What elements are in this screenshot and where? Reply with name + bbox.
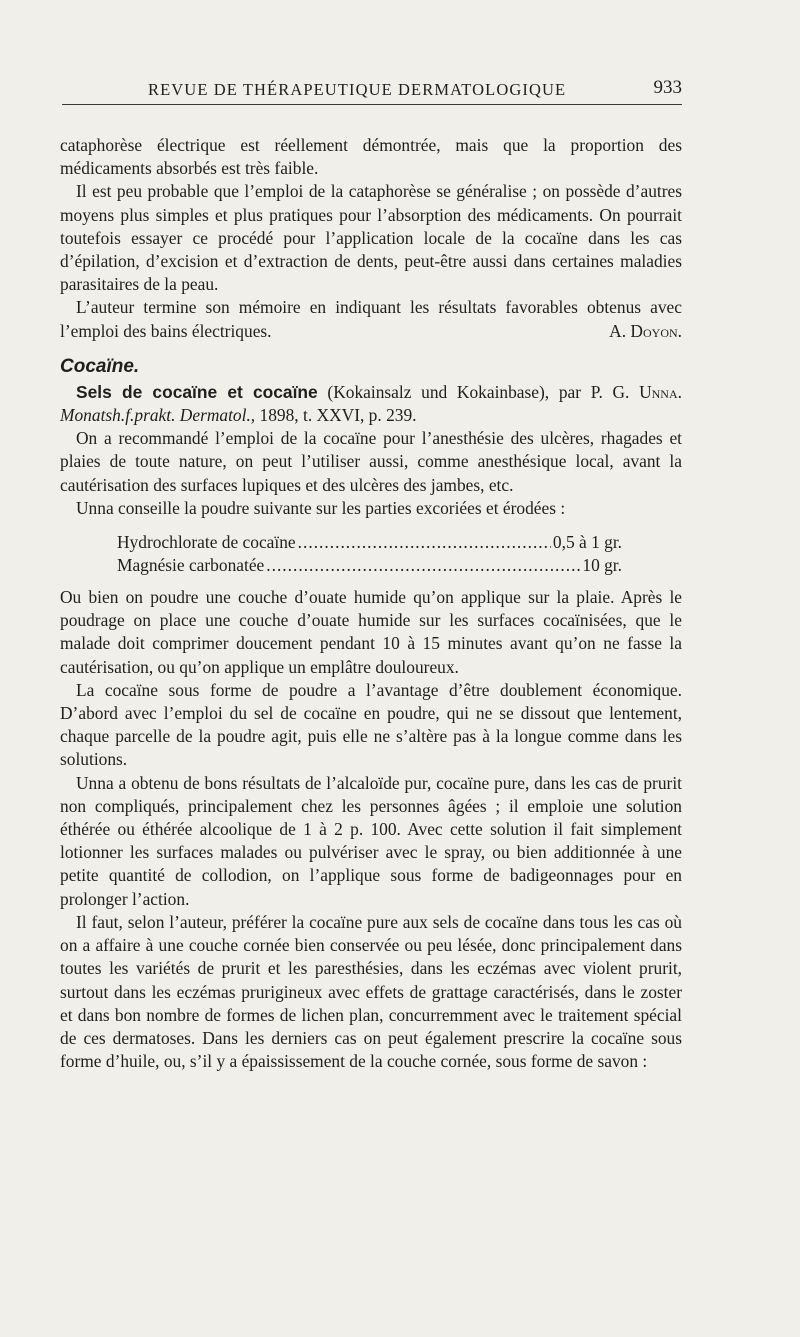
recipe-list: [117, 531, 622, 577]
article-reference: 1898, t. XXVI, p. 239.: [259, 405, 417, 426]
recipe-quantity: 10 gr.: [582, 555, 622, 576]
closing-text: L’auteur termine son mémoire en indiquant les résultats favorables obtenus avec l’emploi des bains électriques.: [60, 297, 682, 341]
paragraph-economy: La cocaïne sous forme de poudre a l’avantage d’être doublement économique. D’abord avec l’emploi du sel de cocaïne en poudre, qui ne se dissout que lentement, chaque parcelle de la poudre agit, puis elle ne s’altère pas à la longue comme dans les solutions.: [60, 679, 682, 770]
article-title: Sels de cocaïne et cocaïne: [76, 381, 318, 402]
page-number: 933: [653, 77, 682, 98]
recipe-ingredient: Magnésie carbonatée: [117, 555, 265, 576]
running-header: [62, 76, 682, 105]
leader-dots: [266, 554, 580, 577]
article-author: P. G. Unna.: [590, 381, 682, 402]
journal-title: REVUE DE THÉRAPEUTIQUE DERMATOLOGIQUE: [148, 80, 567, 99]
paragraph-anesthesia: On a recommandé l’emploi de la cocaïne pour l’anesthésie des ulcères, rhagades et plaies de toute nature, on peut l’utiliser aussi, comme anesthésique local, avant la cautérisation des surfaces lupiques et des ulcères des jambes, etc.: [60, 428, 682, 495]
paragraph-application: Ou bien on poudre une couche d’ouate humide qu’on applique sur la plaie. Après le poudrage on place une couche d’ouate humide sur les surfaces cocaïnisées, que le malade doit comprimer doucement pendant 10 à 15 minutes avant qu’on ne fasse la cautérisation, ou qu’on applique un emplâtre douloureux.: [60, 587, 682, 677]
author-signature: A. Doyon.: [609, 320, 682, 341]
recipe-row: [117, 531, 622, 554]
paragraph-powder-intro: Unna conseille la poudre suivante sur les parties excoriées et érodées :: [76, 497, 566, 518]
leader-dots: [298, 531, 551, 554]
paragraph-pure-alkaloid: Unna a obtenu de bons résultats de l’alcaloïde pur, cocaïne pure, dans les cas de prurit non compliqués, principalement chez les personnes âgées ; il emploie une solution éthérée ou éthérée alcoolique de 1 à 2 p. 100. Avec cette solution il fait simplement lotionner les surfaces malades ou pulvériser avec le spray, ou bien additionnée à une petite quantité de collodion, on l’applique sous forme de badigeonnages pour en prolonger l’action.: [60, 772, 682, 909]
article-heading: [60, 381, 682, 427]
recipe-row: [117, 554, 622, 577]
article-subtitle: (Kokainsalz und Kokainbase), par: [327, 381, 582, 402]
paragraph-cataphorese-use: Il est peu probable que l’emploi de la cataphorèse se généralise ; on possède d’autres moyens plus simples et plus pratiques pour l’absorption des médicaments. On pourrait toutefois essayer ce procédé pour l’application locale de la cocaïne dans les cas d’épilation, d’excision et d’extraction de dents, peut-être aussi dans certaines maladies parasitaires de la peau.: [60, 181, 682, 295]
section-heading: Cocaïne.: [60, 355, 140, 377]
paragraph-preference: Il faut, selon l’auteur, préférer la cocaïne pure aux sels de cocaïne dans tous les cas où on a affaire à une couche cornée bien conservée ou peu lésée, donc principalement dans toutes les variétés de prurit et les paresthésies, dans les eczémas avec violent prurit, surtout dans les eczémas prurigineux avec effets de grattage caractérisés, dans le zoster et dans bon nombre de formes de lichen plan, concurremment avec le traitement spécial de ces dermatoses. Dans les derniers cas on peut également prescrire la cocaïne sous forme d’huile, ou, s’il y a épaississement de la couche cornée, sous forme de savon :: [60, 911, 682, 1072]
article-journal: Monatsh.f.prakt. Dermatol.,: [60, 405, 256, 426]
recipe-quantity: 0,5 à 1 gr.: [552, 532, 622, 553]
page-body: [60, 134, 682, 1073]
paragraph-closing: [60, 296, 682, 342]
paragraph-cataphorese-end: cataphorèse électrique est réellement démontrée, mais que la proportion des médicaments absorbés est très faible.: [60, 135, 682, 179]
recipe-ingredient: Hydrochlorate de cocaïne: [117, 532, 296, 553]
